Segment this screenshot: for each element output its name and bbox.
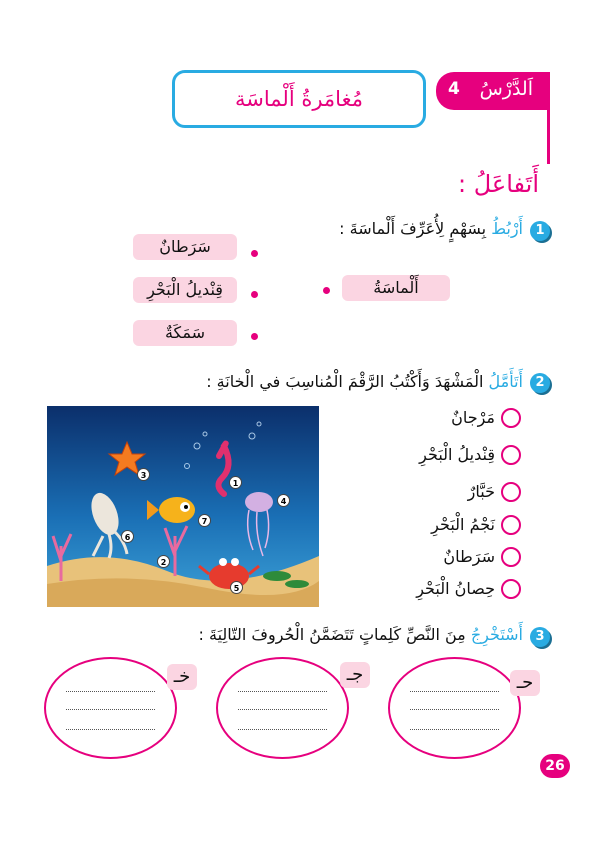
match-word-almasa: أَلْماسَةُ bbox=[342, 275, 450, 301]
answer-oval-kha[interactable] bbox=[44, 657, 177, 759]
exercise-3-number: 3 bbox=[530, 627, 550, 647]
option-row bbox=[361, 578, 521, 602]
option-label: سَرَطانٌ bbox=[443, 547, 495, 566]
scene-number-badge: 1 bbox=[229, 476, 242, 489]
answer-circle[interactable] bbox=[501, 445, 521, 465]
option-row bbox=[361, 514, 521, 538]
underwater-illustration bbox=[47, 406, 319, 607]
exercise-3-verb: أَسْتَخْرِجُ bbox=[470, 625, 523, 644]
section-heading: أَتَفاعَلُ : bbox=[457, 170, 539, 198]
letter-ha: حـ bbox=[510, 670, 540, 696]
scene-number-badge: 2 bbox=[157, 555, 170, 568]
scene-number-badge: 6 bbox=[121, 530, 134, 543]
match-dot-fish[interactable] bbox=[251, 333, 258, 340]
lesson-number: 4 bbox=[448, 79, 460, 99]
lesson-title-box bbox=[172, 70, 426, 128]
answer-circle[interactable] bbox=[501, 547, 521, 567]
option-row bbox=[361, 444, 521, 468]
scene-number-badge: 4 bbox=[277, 494, 290, 507]
lesson-tab bbox=[436, 72, 549, 110]
answer-circle[interactable] bbox=[501, 408, 521, 428]
answer-circle[interactable] bbox=[501, 515, 521, 535]
option-label: نَجْمُ الْبَحْرِ bbox=[431, 515, 495, 534]
option-label: مَرْجانٌ bbox=[451, 408, 495, 427]
exercise-2-verb: أَتَأَمَّلُ bbox=[488, 372, 523, 391]
underwater-scene bbox=[47, 406, 319, 607]
exercise-3-instruction bbox=[199, 625, 523, 644]
exercise-2-instruction bbox=[206, 372, 523, 391]
scene-number-badge: 3 bbox=[137, 468, 150, 481]
lesson-label: اَلدَّرْسُ bbox=[479, 78, 533, 100]
exercise-1-verb: أَرْبُطُ bbox=[491, 219, 523, 238]
match-dot-jellyfish[interactable] bbox=[251, 291, 258, 298]
letter-kha: خـ bbox=[167, 664, 197, 690]
exercise-1-number: 1 bbox=[530, 221, 550, 241]
match-word-jellyfish: قِنْديلُ الْبَحْرِ bbox=[133, 277, 237, 303]
exercise-3-text: مِنَ النَّصِّ كَلِماتٍ تَتَضَمَّنُ الْحُروفَ التّالِيَةَ : bbox=[198, 625, 466, 644]
option-label: حِصانُ الْبَحْرِ bbox=[416, 579, 495, 598]
answer-circle[interactable] bbox=[501, 482, 521, 502]
lesson-title: مُغامَرةُ أَلْماسَة bbox=[235, 87, 363, 111]
option-row bbox=[361, 481, 521, 505]
match-dot-crab[interactable] bbox=[251, 250, 258, 257]
match-word-crab: سَرَطانٌ bbox=[133, 234, 237, 260]
exercise-1-text: بِسَهْمٍ لِأُعَرِّفَ أَلْماسَةَ : bbox=[339, 219, 487, 238]
scene-number-badge: 5 bbox=[230, 581, 243, 594]
letter-jim: جـ bbox=[340, 662, 370, 688]
exercise-1-instruction bbox=[339, 219, 523, 238]
scene-number-badge: 7 bbox=[198, 514, 211, 527]
option-label: حَبَّارٌ bbox=[467, 482, 495, 501]
option-row bbox=[361, 546, 521, 570]
match-word-fish: سَمَكَةٌ bbox=[133, 320, 237, 346]
answer-circle[interactable] bbox=[501, 579, 521, 599]
option-row bbox=[361, 407, 521, 431]
option-label: قِنْديلُ الْبَحْرِ bbox=[419, 445, 495, 464]
answer-oval-ha[interactable] bbox=[388, 657, 521, 759]
exercise-2-number: 2 bbox=[530, 373, 550, 393]
answer-oval-jim[interactable] bbox=[216, 657, 349, 759]
match-dot-almasa[interactable] bbox=[323, 287, 330, 294]
page-number: 26 bbox=[540, 754, 570, 778]
exercise-2-text: الْمَشْهَدَ وَأَكْتُبُ الرَّقْمَ الْمُناسِبَ في الْخانَةِ : bbox=[206, 372, 484, 391]
